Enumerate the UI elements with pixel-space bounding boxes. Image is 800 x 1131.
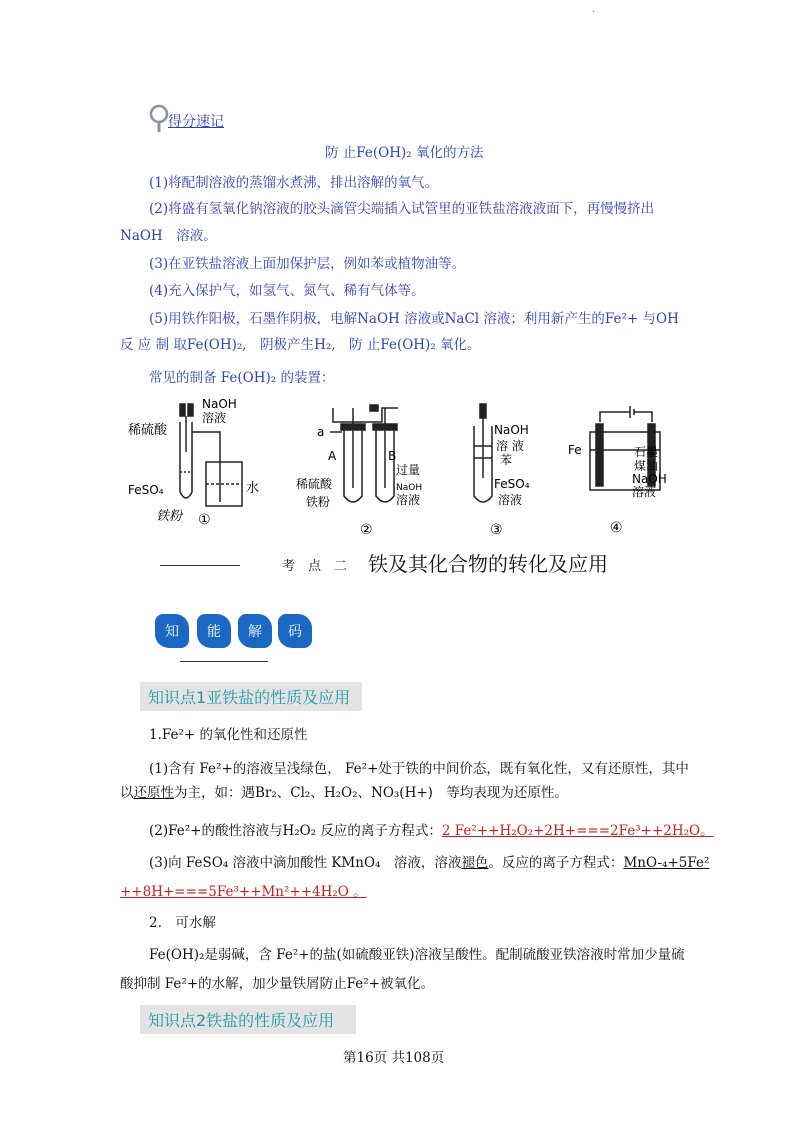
- memo-item-5b: 反 应 制 取Fe(OH)₂, 阴极产生H₂, 防 止Fe(OH)₂ 氧化。: [120, 337, 481, 353]
- a3-solution: 溶 液: [496, 439, 524, 453]
- a2-A: A: [328, 449, 337, 463]
- a1-water: 水: [246, 481, 260, 496]
- badge-4: 码: [278, 614, 312, 648]
- kp1-p3-equation-1: MnO-₄+5Fe²: [623, 855, 710, 871]
- kp1-sub1: 1.Fe²+ 的氧化性和还原性: [149, 727, 308, 743]
- a3-feso4: FeSO₄: [494, 477, 530, 491]
- memo-item-2: (2)将盛有氢氧化钠溶液的胶头滴管尖端插入试管里的亚铁盐溶液液面下，再慢慢挤出: [149, 201, 655, 217]
- kp1-p2: (2)Fe²+的酸性溶液与H₂O₂ 反应的离子方程式：2 Fe²++H₂O₂+2H+===2Fe³++2H₂O。: [149, 819, 714, 839]
- memo-label: 得分速记: [168, 114, 224, 130]
- kp1-p1b: 以还原性为主，如：遇Br₂、Cl₂、H₂O₂、NO₃(H+) 等均表现为还原性。: [120, 785, 568, 801]
- a1-acid: 稀硫酸: [128, 423, 168, 438]
- a4-solution: 溶液: [632, 485, 657, 499]
- apparatus-figure: [120, 392, 680, 542]
- a1-num: ①: [198, 512, 211, 528]
- page-number: 第16页 共108页: [343, 1050, 445, 1066]
- memo-header: [148, 104, 224, 138]
- a3-benzene: 苯: [500, 453, 513, 467]
- memo-item-3: (3)在亚铁盐溶液上面加保护层，例如苯或植物油等。: [149, 256, 466, 272]
- a2-num: ②: [360, 522, 373, 538]
- section-title: 铁及其化合物的转化及应用: [368, 552, 608, 576]
- a4-num: ④: [610, 520, 623, 536]
- a3-num: ③: [490, 522, 503, 538]
- kp1-p3: (3)向 FeSO₄ 溶液中滴加酸性 KMnO₄ 溶液，溶液褪色。反应的离子方程式：MnO-₄+5Fe²: [149, 855, 710, 871]
- memo-item-2b: NaOH 溶液。: [120, 228, 217, 244]
- a1-iron: 铁粉: [156, 509, 183, 524]
- kp1-p4b: 酸抑制 Fe²+的水解，加少量铁屑防止Fe²+被氧化。: [120, 976, 434, 992]
- a3-naoh: NaOH: [494, 423, 529, 437]
- a4-graphite: 石墨: [634, 445, 659, 459]
- memo-item-5: (5)用铁作阳极，石墨作阴极，电解NaOH 溶液或NaCl 溶液；利用新产生的Fe²+ 与OH: [149, 311, 679, 327]
- section-prefix: 考 点 二: [282, 559, 348, 574]
- badge-1: 知: [155, 614, 189, 648]
- kp2-title: 知识点2铁盐的性质及应用: [140, 1005, 356, 1034]
- memo-item-4: (4)充入保护气，如氢气、氮气、稀有气体等。: [149, 283, 425, 299]
- kp1-p1a: (1)含有 Fe²+的溶液呈浅绿色， Fe²+处于铁的中间价态，既有氧化性，又有还原性，其中: [149, 761, 689, 777]
- magnifier-icon: [148, 104, 170, 134]
- a1-feso4: FeSO₄: [128, 483, 164, 497]
- a1-naoh: NaOH: [202, 397, 237, 411]
- memo-item-1: (1)将配制溶液的蒸馏水煮沸，排出溶解的氧气。: [149, 175, 439, 191]
- apparatus-3: [474, 404, 492, 502]
- header-dot: .: [592, 4, 596, 15]
- section-rule: [160, 565, 240, 566]
- badge-2: 能: [197, 614, 231, 648]
- a3-solution2: 溶液: [498, 493, 523, 507]
- a1-solution: 溶液: [202, 411, 227, 425]
- kp1-p2-equation: 2 Fe²++H₂O₂+2H+===2Fe³++2H₂O。: [441, 823, 714, 839]
- kp1-p4a: Fe(OH)₂是弱碱，含 Fe²+的盐(如硫酸亚铁)溶液呈酸性。配制硫酸亚铁溶液时常加少量硫: [149, 947, 685, 963]
- badge-rule: [180, 661, 268, 662]
- a2-acid: 稀硫酸: [296, 477, 333, 491]
- a2-naoh: NaOH: [396, 483, 423, 493]
- a4-naoh: NaOH: [632, 472, 667, 486]
- a4-fe: Fe: [568, 443, 582, 457]
- badge-3: 解: [238, 614, 272, 648]
- a4-kerosene: 煤油: [634, 459, 659, 473]
- a2-B: B: [388, 449, 397, 463]
- apparatus-intro: 常见的制备 Fe(OH)₂ 的装置：: [149, 370, 335, 386]
- kp1-p3-equation-2: ++8H+===5Fe³++Mn²++4H₂O 。: [120, 884, 367, 900]
- a2-iron: 铁粉: [306, 495, 331, 509]
- a2-excess: 过量: [396, 463, 421, 477]
- kp1-title: 知识点1亚铁盐的性质及应用: [140, 682, 362, 711]
- a2-a: a: [317, 425, 325, 439]
- kp1-sub2: 2. 可水解: [149, 915, 216, 931]
- a2-solution: 溶液: [396, 493, 421, 507]
- memo-title: 防 止Fe(OH)₂ 氧化的方法: [325, 145, 484, 161]
